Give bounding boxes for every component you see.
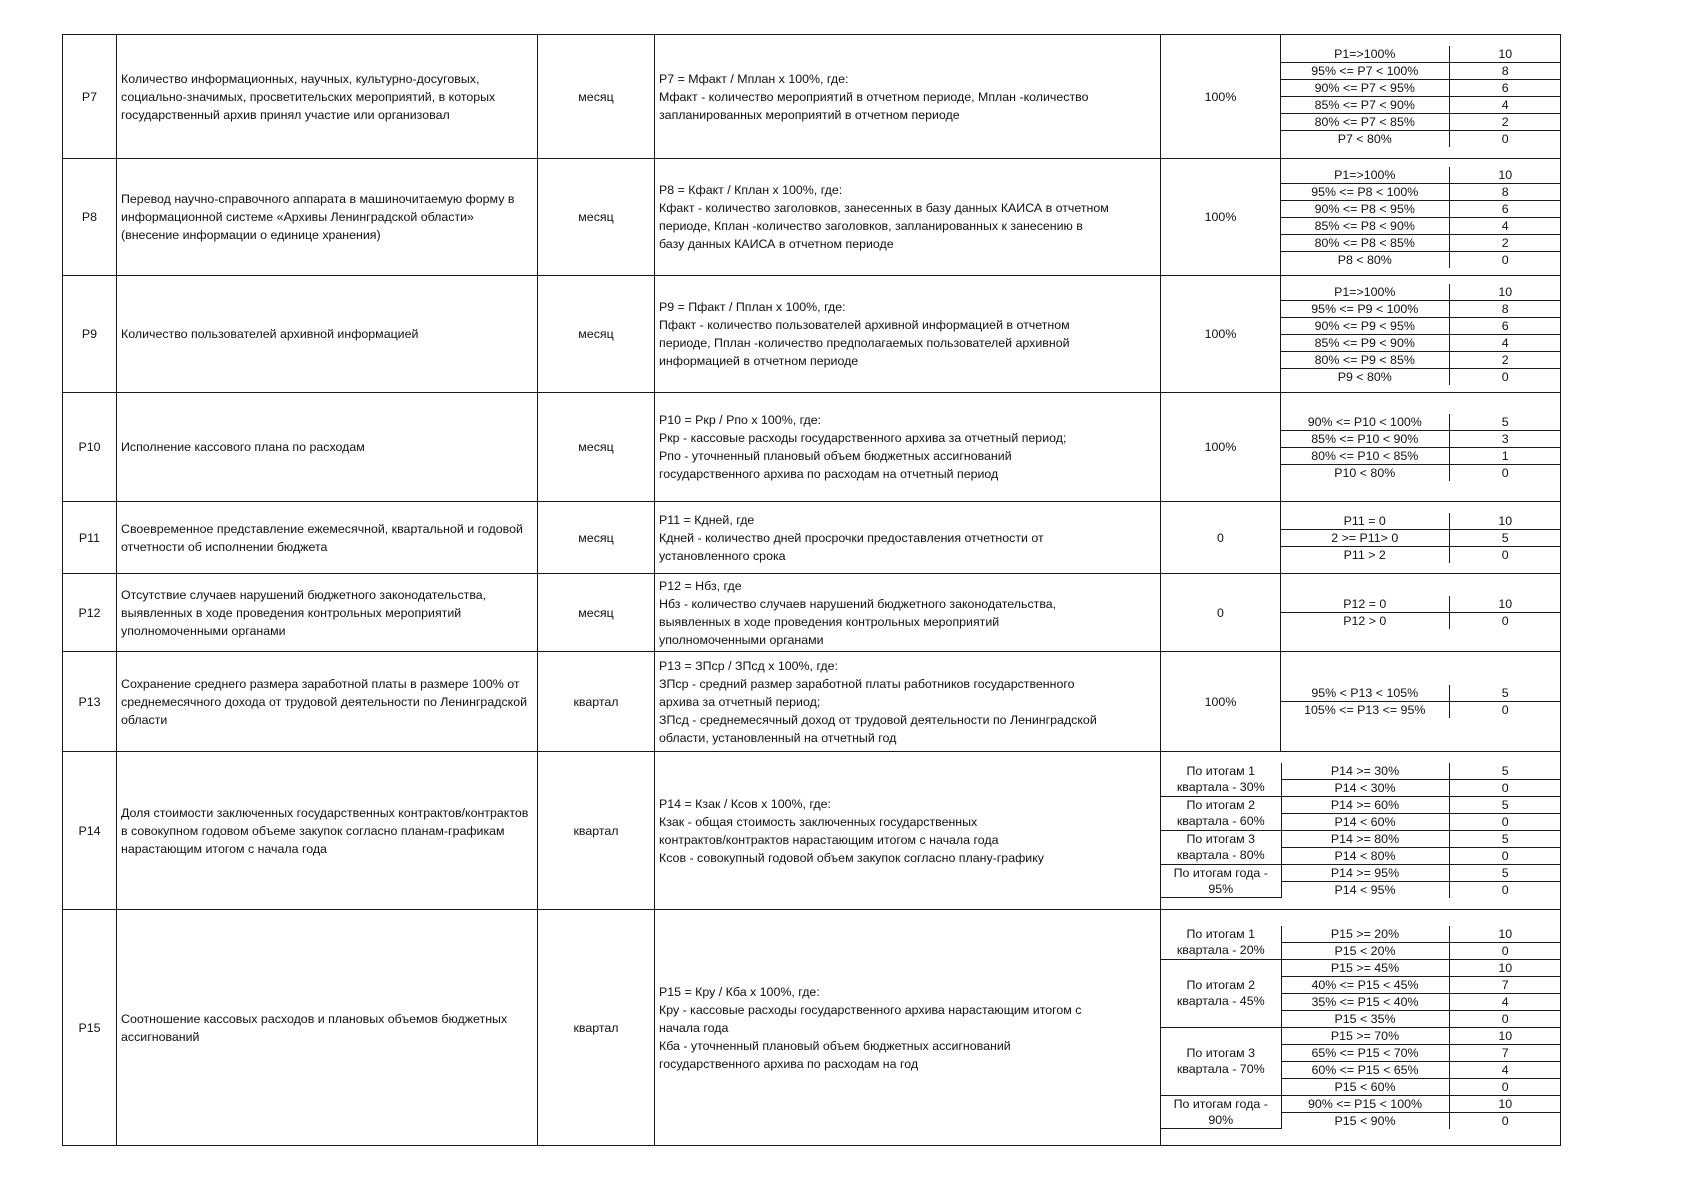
criteria-table: [62, 34, 1561, 1146]
indicator-formula: [655, 502, 1161, 574]
scale-condition: 95% <= Р7 < 100%: [1281, 63, 1449, 80]
formula-line: Р11 = Кдней, где: [659, 512, 755, 527]
scale-condition: 35% <= Р15 < 40%: [1281, 993, 1449, 1010]
scale-condition: Р15 >= 20%: [1281, 926, 1449, 943]
formula-line: Кфакт - количество заголовков, занесенных в базу данных КАИСА в отчетном: [659, 201, 1109, 215]
formula-line: государственного архива по расходам на отчетный период: [659, 467, 999, 481]
formula-line: Нбз - количество случаев нарушений бюджетного законодательства,: [659, 596, 1057, 611]
scale-score: 4: [1449, 217, 1561, 234]
scale-score: 2: [1449, 114, 1561, 131]
scale-condition: Р12 > 0: [1281, 613, 1449, 630]
scale-condition: 80% <= Р9 < 85%: [1281, 351, 1449, 368]
formula-line: Кзак - общая стоимость заключенных государственных: [659, 814, 978, 829]
indicator-name: Отсутствие случаев нарушений бюджетного законодательства, выявленных в ходе проведения контрольных мероприятий уполномоченными органами: [117, 574, 538, 652]
indicator-period: квартал: [538, 910, 655, 1146]
scale-condition: Р14 < 80%: [1281, 847, 1449, 864]
scale-score: 6: [1449, 200, 1561, 217]
formula-line: государственного архива по расходам на год: [659, 1056, 919, 1071]
scale-condition: Р15 < 35%: [1281, 1010, 1449, 1027]
stage-label: По итогам 3 квартала - 80%: [1161, 830, 1281, 864]
scale-condition: 95% < Р13 < 105%: [1281, 685, 1449, 702]
indicator-name: Сохранение среднего размера заработной платы в размере 100% от среднемесячного дохода от трудовой деятельности по Ленинградской области: [117, 652, 538, 752]
indicator-period: квартал: [538, 652, 655, 752]
criteria-table-page: [62, 34, 1560, 1145]
scale-score: 8: [1449, 300, 1561, 317]
scale-condition: 80% <= Р8 < 85%: [1281, 234, 1449, 251]
indicator-formula: [655, 910, 1161, 1146]
indicator-code: Р15: [63, 910, 117, 1146]
indicator-plan: 100%: [1161, 393, 1281, 502]
indicator-name: Соотношение кассовых расходов и плановых объемов бюджетных ассигнований: [117, 910, 538, 1146]
score-scale: [1281, 574, 1561, 652]
scale-score: 0: [1449, 1010, 1561, 1027]
scale-score: 0: [1449, 251, 1561, 268]
indicator-name: Перевод научно-справочного аппарата в машиночитаемую форму в информационной системе «Архивы Ленинградской области» (внесение информации о единице хранения): [117, 159, 538, 276]
stage-label: По итогам 1 квартала - 20%: [1161, 926, 1281, 960]
indicator-period: месяц: [538, 574, 655, 652]
indicator-code: Р7: [63, 35, 117, 159]
formula-line: Р12 = Нбз, где: [659, 578, 742, 593]
indicator-code: Р9: [63, 276, 117, 393]
indicator-plan: 0: [1161, 574, 1281, 652]
scale-score: 4: [1449, 1061, 1561, 1078]
indicator-formula: [655, 752, 1161, 910]
formula-line: Рпо - уточненный плановый объем бюджетных ассигнований: [659, 449, 1012, 463]
scale-condition: Р11 = 0: [1281, 513, 1449, 530]
scale-condition: Р7 < 80%: [1281, 131, 1449, 148]
table-row: [63, 574, 1561, 652]
formula-line: Р13 = ЗПср / ЗПсд х 100%, где:: [659, 658, 838, 673]
scale-score: 0: [1449, 942, 1561, 959]
formula-line: контрактов/контрактов нарастающим итогом с начала года: [659, 832, 999, 847]
indicator-name: Доля стоимости заключенных государственных контрактов/контрактов в совокупном годовом объеме закупок согласно планам-графикам нарастающим итогом с начала года: [117, 752, 538, 910]
scale-score: 0: [1449, 131, 1561, 148]
score-scale: [1281, 393, 1561, 502]
scale-condition: Р1=>100%: [1281, 284, 1449, 301]
table-row: [63, 652, 1561, 752]
scale-condition: 90% <= Р9 < 95%: [1281, 317, 1449, 334]
indicator-name: Исполнение кассового плана по расходам: [117, 393, 538, 502]
scale-score: 6: [1449, 80, 1561, 97]
scale-condition: Р15 < 60%: [1281, 1078, 1449, 1095]
indicator-code: Р14: [63, 752, 117, 910]
formula-line: уполномоченными органами: [659, 632, 824, 647]
formula-line: установленного срока: [659, 548, 786, 563]
scale-condition: 95% <= Р8 < 100%: [1281, 183, 1449, 200]
indicator-formula: [655, 652, 1161, 752]
formula-line: архива за отчетный период;: [659, 694, 821, 709]
scale-condition: Р9 < 80%: [1281, 368, 1449, 385]
scale-score: 0: [1449, 847, 1561, 864]
scale-condition: 65% <= Р15 < 70%: [1281, 1044, 1449, 1061]
indicator-code: Р8: [63, 159, 117, 276]
scale-score: 5: [1449, 529, 1561, 546]
formula-line: Кдней - количество дней просрочки предоставления отчетности от: [659, 530, 1044, 545]
scale-score: 0: [1449, 368, 1561, 385]
score-scale: [1281, 652, 1561, 752]
scale-condition: 95% <= Р9 < 100%: [1281, 300, 1449, 317]
scale-condition: Р14 >= 95%: [1281, 864, 1449, 881]
indicator-period: квартал: [538, 752, 655, 910]
scale-condition: 85% <= Р7 < 90%: [1281, 97, 1449, 114]
scale-score: 10: [1449, 284, 1561, 301]
scale-condition: 85% <= Р10 < 90%: [1281, 430, 1449, 447]
stage-label: По итогам 2 квартала - 60%: [1161, 796, 1281, 830]
indicator-code: Р13: [63, 652, 117, 752]
formula-line: Мфакт - количество мероприятий в отчетном периоде, Мплан -количество: [659, 89, 1089, 104]
scale-score: 10: [1449, 926, 1561, 943]
indicator-formula: [655, 574, 1161, 652]
indicator-formula: [655, 393, 1161, 502]
formula-line: Р15 = Кру / Кба х 100%, где:: [659, 984, 820, 999]
indicator-name: Количество пользователей архивной информацией: [117, 276, 538, 393]
scale-condition: Р14 >= 80%: [1281, 830, 1449, 847]
indicator-formula: [655, 35, 1161, 159]
stage-label: По итогам 1 квартала - 30%: [1161, 763, 1281, 797]
formula-line: Р10 = Ркр / Рпо х 100%, где:: [659, 413, 822, 427]
scale-score: 10: [1449, 167, 1561, 184]
scale-score: 10: [1449, 46, 1561, 63]
stage-label: По итогам года - 90%: [1161, 1095, 1281, 1129]
scale-condition: Р1=>100%: [1281, 46, 1449, 63]
formula-line: ЗПсд - среднемесячный доход от трудовой деятельности по Ленинградской: [659, 712, 1097, 727]
indicator-period: месяц: [538, 393, 655, 502]
scale-condition: Р1=>100%: [1281, 167, 1449, 184]
scale-condition: Р15 >= 45%: [1281, 959, 1449, 976]
score-scale: [1281, 276, 1561, 393]
indicator-period: месяц: [538, 502, 655, 574]
scale-condition: 80% <= Р10 < 85%: [1281, 447, 1449, 464]
formula-line: Р9 = Пфакт / Пплан х 100%, где:: [659, 300, 846, 314]
scale-score: 10: [1449, 596, 1561, 613]
scale-condition: 85% <= Р8 < 90%: [1281, 217, 1449, 234]
stage-label: По итогам 2 квартала - 45%: [1161, 959, 1281, 1027]
scale-condition: Р15 < 20%: [1281, 942, 1449, 959]
formula-line: периоде, Пплан -количество предполагаемых пользователей архивной: [659, 336, 1070, 350]
scale-condition: 40% <= Р15 < 45%: [1281, 976, 1449, 993]
staged-score-scale: [1161, 910, 1561, 1146]
scale-score: 5: [1449, 763, 1561, 780]
scale-score: 6: [1449, 317, 1561, 334]
scale-score: 0: [1449, 702, 1561, 719]
scale-score: 5: [1449, 414, 1561, 431]
score-scale: [1281, 502, 1561, 574]
scale-condition: Р14 < 95%: [1281, 881, 1449, 898]
stage-label: По итогам 3 квартала - 70%: [1161, 1027, 1281, 1095]
indicator-formula: [655, 159, 1161, 276]
scale-condition: 90% <= Р10 < 100%: [1281, 414, 1449, 431]
formula-line: Кру - кассовые расходы государственного архива нарастающим итогом с: [659, 1002, 1082, 1017]
indicator-plan: 0: [1161, 502, 1281, 574]
scale-condition: 85% <= Р9 < 90%: [1281, 334, 1449, 351]
formula-line: начала года: [659, 1020, 729, 1035]
scale-score: 0: [1449, 1112, 1561, 1129]
scale-condition: Р14 < 30%: [1281, 779, 1449, 796]
scale-condition: Р12 = 0: [1281, 596, 1449, 613]
formula-line: Ксов - совокупный годовой объем закупок согласно плану-графику: [659, 850, 1044, 865]
scale-score: 0: [1449, 779, 1561, 796]
scale-condition: 80% <= Р7 < 85%: [1281, 114, 1449, 131]
scale-score: 3: [1449, 430, 1561, 447]
scale-score: 0: [1449, 1078, 1561, 1095]
scale-score: 8: [1449, 183, 1561, 200]
stage-label: По итогам года - 95%: [1161, 864, 1281, 898]
scale-score: 0: [1449, 813, 1561, 830]
formula-line: периоде, Кплан -количество заголовков, запланированных к занесению в: [659, 219, 1083, 233]
formula-line: информацией в отчетном периоде: [659, 354, 859, 368]
scale-score: 0: [1449, 464, 1561, 481]
formula-line: Кба - уточненный плановый объем бюджетных ассигнований: [659, 1038, 1011, 1053]
scale-condition: Р11 > 2: [1281, 546, 1449, 563]
formula-line: области, установленный на отчетный год: [659, 730, 897, 745]
scale-score: 5: [1449, 864, 1561, 881]
scale-condition: Р8 < 80%: [1281, 251, 1449, 268]
score-scale: [1281, 35, 1561, 159]
indicator-period: месяц: [538, 35, 655, 159]
scale-condition: 105% <= Р13 <= 95%: [1281, 702, 1449, 719]
formula-line: ЗПср - средний размер заработной платы работников государственного: [659, 676, 1075, 691]
scale-condition: 90% <= Р7 < 95%: [1281, 80, 1449, 97]
scale-score: 5: [1449, 685, 1561, 702]
indicator-code: Р11: [63, 502, 117, 574]
indicator-name: Количество информационных, научных, культурно-досуговых, социально-значимых, просветительских мероприятий, в которых государственный архив принял участие или организовал: [117, 35, 538, 159]
formula-line: базу данных КАИСА в отчетном периоде: [659, 237, 894, 251]
formula-line: Р7 = Мфакт / Мплан х 100%, где:: [659, 71, 849, 86]
scale-condition: Р15 >= 70%: [1281, 1027, 1449, 1044]
indicator-formula: [655, 276, 1161, 393]
scale-score: 10: [1449, 959, 1561, 976]
scale-condition: 2 >= Р11> 0: [1281, 529, 1449, 546]
formula-line: выявленных в ходе проведения контрольных мероприятий: [659, 614, 1000, 629]
table-row: [63, 393, 1561, 502]
scale-condition: 90% <= Р15 < 100%: [1281, 1095, 1449, 1112]
scale-condition: Р14 >= 30%: [1281, 763, 1449, 780]
scale-score: 7: [1449, 1044, 1561, 1061]
scale-score: 4: [1449, 334, 1561, 351]
scale-score: 7: [1449, 976, 1561, 993]
indicator-plan: 100%: [1161, 159, 1281, 276]
table-row: [63, 752, 1561, 910]
formula-line: Пфакт - количество пользователей архивной информацией в отчетном: [659, 318, 1070, 332]
formula-line: запланированных мероприятий в отчетном периоде: [659, 107, 960, 122]
scale-score: 5: [1449, 830, 1561, 847]
scale-condition: Р15 < 90%: [1281, 1112, 1449, 1129]
scale-score: 5: [1449, 796, 1561, 813]
formula-line: Р14 = Кзак / Ксов х 100%, где:: [659, 796, 831, 811]
scale-condition: Р10 < 80%: [1281, 464, 1449, 481]
table-row: [63, 910, 1561, 1146]
table-row: [63, 35, 1561, 159]
scale-score: 10: [1449, 1027, 1561, 1044]
indicator-period: месяц: [538, 276, 655, 393]
scale-score: 10: [1449, 513, 1561, 530]
indicator-plan: 100%: [1161, 35, 1281, 159]
scale-condition: Р14 < 60%: [1281, 813, 1449, 830]
indicator-code: Р10: [63, 393, 117, 502]
indicator-name: Своевременное представление ежемесячной, квартальной и годовой отчетности об исполнении бюджета: [117, 502, 538, 574]
scale-score: 10: [1449, 1095, 1561, 1112]
table-row: [63, 159, 1561, 276]
scale-condition: 60% <= Р15 < 65%: [1281, 1061, 1449, 1078]
scale-score: 1: [1449, 447, 1561, 464]
scale-condition: Р14 >= 60%: [1281, 796, 1449, 813]
indicator-code: Р12: [63, 574, 117, 652]
scale-score: 4: [1449, 993, 1561, 1010]
formula-line: Р8 = Кфакт / Кплан х 100%, где:: [659, 183, 843, 197]
score-scale: [1281, 159, 1561, 276]
scale-condition: 90% <= Р8 < 95%: [1281, 200, 1449, 217]
scale-score: 2: [1449, 351, 1561, 368]
scale-score: 0: [1449, 613, 1561, 630]
staged-score-scale: [1161, 752, 1561, 910]
table-row: [63, 502, 1561, 574]
indicator-plan: 100%: [1161, 652, 1281, 752]
indicator-period: месяц: [538, 159, 655, 276]
scale-score: 4: [1449, 97, 1561, 114]
indicator-plan: 100%: [1161, 276, 1281, 393]
scale-score: 2: [1449, 234, 1561, 251]
formula-line: Ркр - кассовые расходы государственного архива за отчетный период;: [659, 431, 1067, 445]
scale-score: 0: [1449, 881, 1561, 898]
table-row: [63, 276, 1561, 393]
scale-score: 0: [1449, 546, 1561, 563]
scale-score: 8: [1449, 63, 1561, 80]
